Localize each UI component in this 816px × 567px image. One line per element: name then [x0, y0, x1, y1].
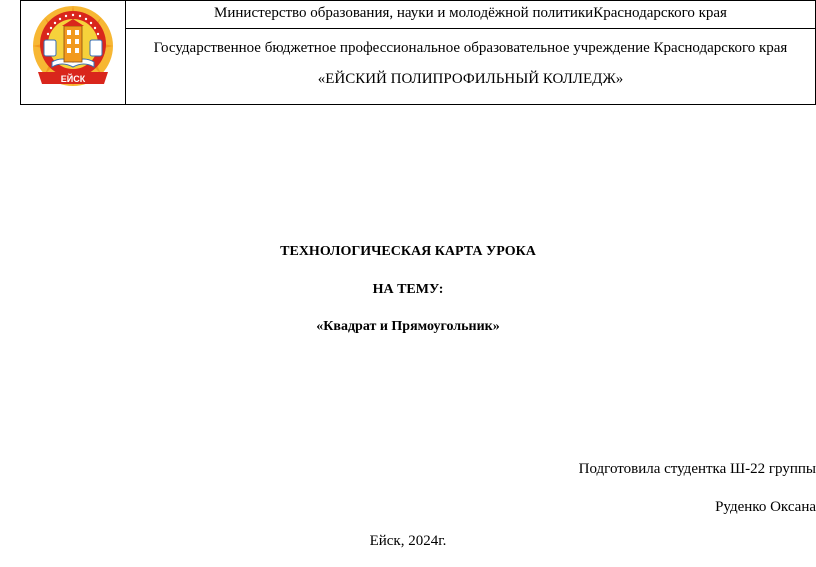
tower-icon [62, 19, 84, 62]
prepared-by: Подготовила студентка Ш-22 группы [578, 461, 816, 477]
header-divider [126, 28, 815, 29]
institution-name: Государственное бюджетное профессиональное образовательное учреждение Краснодарского края [153, 40, 788, 56]
ribbon-text: ЕЙСК [60, 74, 86, 84]
header-table [20, 0, 816, 105]
college-name: «ЕЙСКИЙ ПОЛИПРОФИЛЬНЫЙ КОЛЛЕДЖ» [317, 71, 624, 87]
logo-cell [21, 1, 126, 105]
college-emblem-icon [28, 4, 118, 94]
lesson-topic: «Квадрат и Прямоугольник» [316, 319, 500, 334]
document-title: ТЕХНОЛОГИЧЕСКАЯ КАРТА УРОКА [280, 244, 536, 259]
header-text-cell [126, 1, 816, 105]
city-year: Ейск, 2024г. [369, 533, 447, 549]
author-name: Руденко Оксана [715, 499, 816, 515]
ribbon-icon [38, 72, 108, 84]
college-emblem-svg [28, 4, 118, 94]
ministry-name: Министерство образования, науки и молодёжной политикиКраснодарского края [214, 5, 727, 21]
document-subtitle: НА ТЕМУ: [372, 282, 444, 297]
